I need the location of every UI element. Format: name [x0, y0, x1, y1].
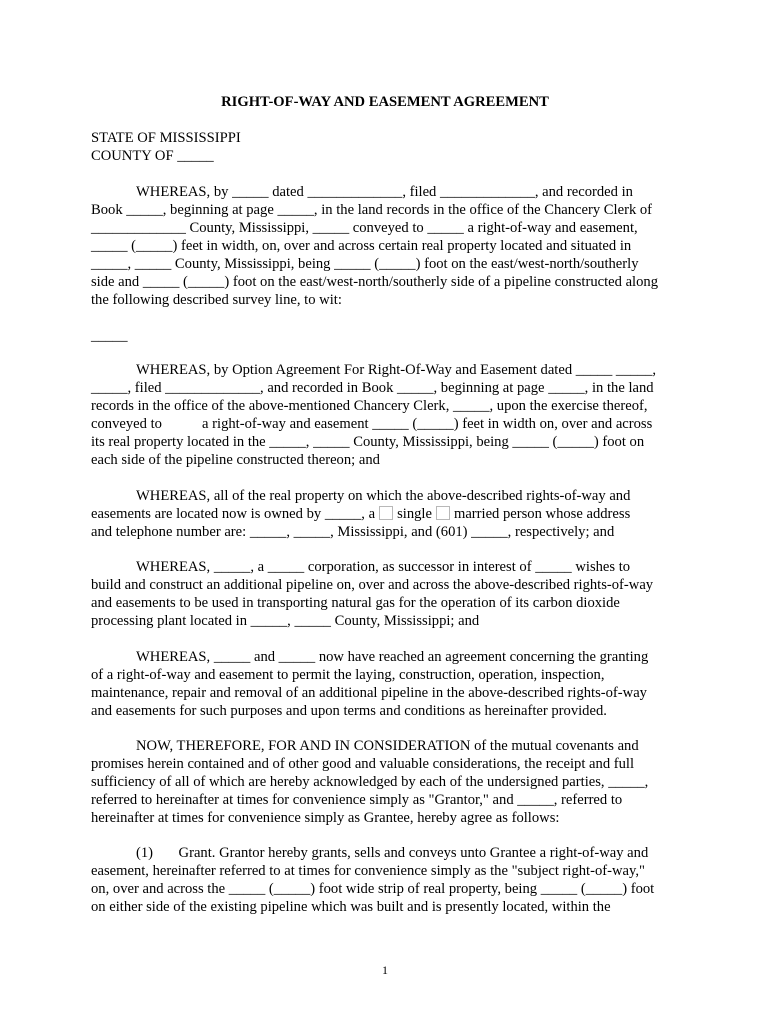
paragraph-whereas-3: [91, 487, 681, 541]
paragraph-line: processing plant located in _____, _____ County, Mississippi; and: [91, 613, 480, 629]
paragraph-line: Book _____, beginning at page _____, in the land records in the office of the Chancery Clerk of: [91, 202, 653, 218]
paragraph-whereas-4: [91, 558, 681, 630]
paragraph-line: build and construct an additional pipeline on, over and across the above-described rights-of-way: [91, 577, 654, 593]
paragraph-line: promises herein contained and of other good and valuable considerations, the receipt and full: [91, 756, 635, 772]
paragraph-line: WHEREAS, by Option Agreement For Right-Of-Way and Easement dated _____ _____,: [136, 362, 657, 378]
paragraph-line: _____________ County, Mississippi, _____ conveyed to _____ a right-of-way and easement,: [91, 220, 638, 236]
paragraph-grant: [91, 844, 681, 916]
document-title: RIGHT-OF-WAY AND EASEMENT AGREEMENT: [221, 94, 549, 110]
married-label: married person whose address: [453, 506, 631, 522]
paragraph-line: _____, filed _____________, and recorded in Book _____, beginning at page _____, in the land: [91, 380, 654, 396]
paragraph-line: hereinafter at times for convenience simply as Grantee, hereby agree as follows:: [91, 810, 560, 826]
single-label: single: [397, 506, 432, 522]
paragraph-now-therefore: [91, 737, 681, 827]
paragraph-line: sufficiency of all of which are hereby acknowledged by each of the undersigned parties, _____,: [91, 774, 649, 790]
paragraph-line: maintenance, repair and removal of an additional pipeline in the above-described rights-of-way: [91, 685, 647, 701]
paragraph-line: (1) Grant. Grantor hereby grants, sells and conveys unto Grantee a right-of-way and: [136, 845, 649, 861]
paragraph-line: and easements to be used in transporting natural gas for the operation of its carbon dioxide: [91, 595, 620, 611]
paragraph-line: and telephone number are: _____, _____, Mississippi, and (601) _____, respectively; and: [91, 524, 615, 540]
single-checkbox[interactable]: [379, 506, 393, 520]
paragraph-line: _____, _____ County, Mississippi, being _____ (_____) foot on the east/west-north/southerly: [91, 256, 639, 272]
paragraph-line: WHEREAS, _____, a _____ corporation, as successor in interest of _____ wishes to: [136, 559, 631, 575]
paragraph-whereas-1: [91, 183, 681, 309]
paragraph-line: referred to hereinafter at times for convenience simply as "Grantor," and _____, referred to: [91, 792, 623, 808]
paragraph-line: on, over and across the _____ (_____) foot wide strip of real property, being _____ (_____) foot: [91, 881, 655, 897]
married-checkbox[interactable]: [436, 506, 450, 520]
paragraph-line-ownership: [91, 505, 681, 523]
paragraph-line: conveyed to a right-of-way and easement _____ (_____) feet in width on, over and across: [91, 416, 653, 432]
paragraph-line: of a right-of-way and easement to permit the laying, construction, operation, inspection,: [91, 667, 605, 683]
paragraph-whereas-2: [91, 361, 681, 469]
paragraph-line: its real property located in the _____, _____ County, Mississippi, being _____ (_____) foot on: [91, 434, 645, 450]
county-line: COUNTY OF _____: [91, 148, 214, 164]
paragraph-line: side and _____ (_____) foot on the east/west-north/southerly side of a pipeline constructed along: [91, 274, 658, 290]
paragraph-line: NOW, THEREFORE, FOR AND IN CONSIDERATION of the mutual covenants and: [136, 738, 639, 754]
paragraph-line: each side of the pipeline constructed thereon; and: [91, 452, 380, 468]
paragraph-line: _____ (_____) feet in width, on, over and across certain real property located and situated in: [91, 238, 632, 254]
paragraph-line: WHEREAS, by _____ dated _____________, filed _____________, and recorded in: [136, 184, 633, 200]
state-line: STATE OF MISSISSIPPI: [91, 130, 241, 146]
paragraph-line: and easements for such purposes and upon terms and conditions as hereinafter provided.: [91, 703, 607, 719]
survey-line-blank: _____: [91, 328, 128, 344]
paragraph-line: WHEREAS, all of the real property on which the above-described rights-of-way and: [136, 488, 631, 504]
venue-caption: [91, 129, 241, 165]
ownership-text: easements are located now is owned by _____, a: [91, 506, 376, 522]
paragraph-line: records in the office of the above-mentioned Chancery Clerk, _____, upon the exercise thereof,: [91, 398, 648, 414]
paragraph-line: the following described survey line, to wit:: [91, 292, 342, 308]
page-number: 1: [382, 963, 388, 977]
paragraph-line: easement, hereinafter referred to at times for convenience simply as the "subject right-of-way,": [91, 863, 645, 879]
paragraph-whereas-5: [91, 648, 681, 720]
paragraph-line: on either side of the existing pipeline which was built and is presently located, within the: [91, 899, 611, 915]
paragraph-line: WHEREAS, _____ and _____ now have reached an agreement concerning the granting: [136, 649, 649, 665]
